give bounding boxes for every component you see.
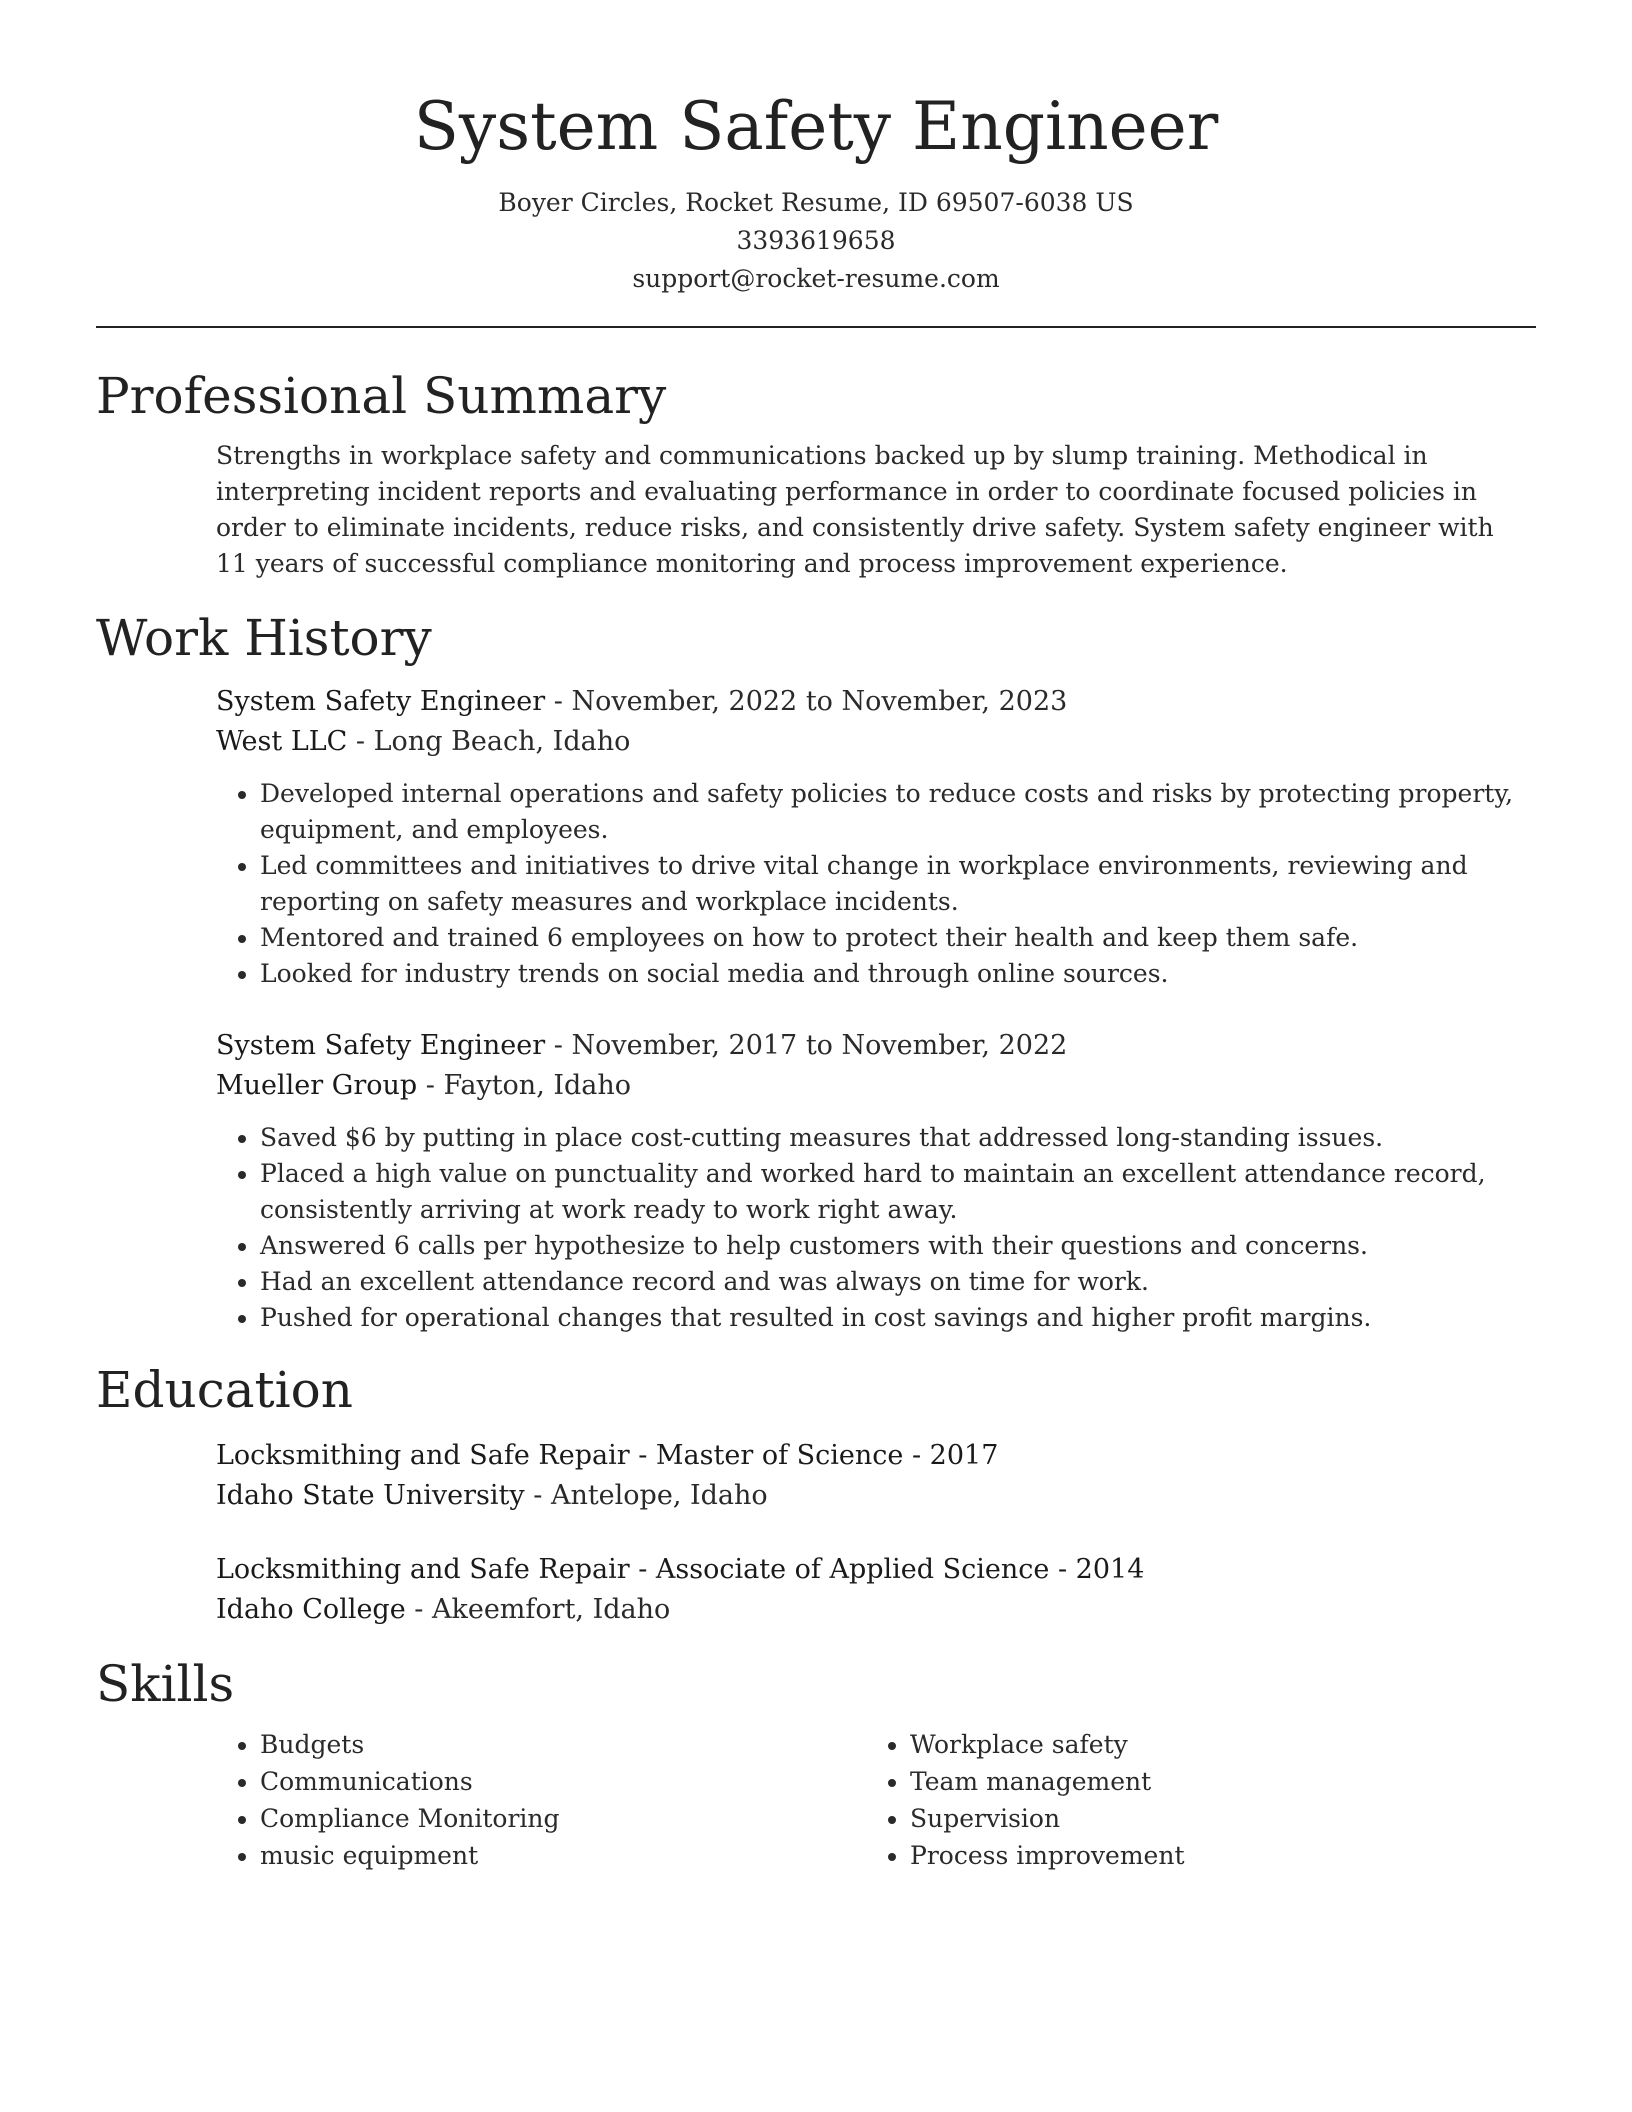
list-item: • Led committees and initiatives to drive vital change in workplace environments, reviewing and reporting on safety measures and workplace incidents.: [260, 848, 1530, 920]
job-title-line: [216, 682, 1536, 722]
degree-line: Locksmithing and Safe Repair - Master of Science - 2017: [216, 1440, 999, 1471]
job-entry: [216, 1026, 1536, 1336]
list-item: • Answered 6 calls per hypothesize to help customers with their questions and concerns.: [260, 1228, 1530, 1264]
skills-column-right: [866, 1726, 1510, 1874]
contact-phone: 3393619658: [736, 226, 896, 255]
skill-item: • Supervision: [910, 1800, 1510, 1837]
skill-item: • Workplace safety: [910, 1726, 1510, 1763]
skill-item: • Process improvement: [910, 1837, 1510, 1874]
school-location: - Akeemfort, Idaho: [405, 1594, 671, 1625]
skill-item: • Team management: [910, 1763, 1510, 1800]
professional-summary-section: [96, 364, 1536, 582]
education-section: [96, 1358, 1536, 1630]
contact-address: Boyer Circles, Rocket Resume, ID 69507-6038 US: [498, 188, 1134, 217]
job-company: Mueller Group: [216, 1070, 418, 1101]
job-location: - Long Beach, Idaho: [347, 726, 631, 757]
job-entry: [216, 682, 1536, 992]
skill-item: • music equipment: [260, 1837, 860, 1874]
school-location: - Antelope, Idaho: [524, 1480, 768, 1511]
list-item: • Had an excellent attendance record and was always on time for work.: [260, 1264, 1530, 1300]
section-title-education: Education: [96, 1361, 353, 1419]
resume-page: [96, 0, 1536, 1874]
school-line: [216, 1590, 1536, 1630]
school-line: [216, 1476, 1536, 1516]
skills-section: [96, 1652, 1536, 1874]
summary-text: Strengths in workplace safety and communications backed up by slump training. Methodical in interpreting incident reports and evaluating performance in order to coordinate focused policies in order to eliminate incidents, reduce risks, and consistently drive safety. System safety engineer with 11 years of successful compliance monitoring and process improvement experience.: [216, 441, 1494, 578]
skill-item: • Communications: [260, 1763, 860, 1800]
job-company-line: [216, 722, 1536, 762]
job-role: System Safety Engineer: [216, 686, 546, 717]
job-role: System Safety Engineer: [216, 1030, 546, 1061]
list-item: • Developed internal operations and safety policies to reduce costs and risks by protecting property, equipment, and employees.: [260, 776, 1530, 848]
list-item: • Saved $6 by putting in place cost-cutting measures that addressed long-standing issues.: [260, 1120, 1530, 1156]
job-company-line: [216, 1066, 1536, 1106]
job-dates: - November, 2022 to November, 2023: [545, 686, 1068, 717]
skill-item: • Budgets: [260, 1726, 860, 1763]
section-title-summary: Professional Summary: [96, 367, 667, 425]
school-name: Idaho State University: [216, 1480, 525, 1511]
section-title-work-history: Work History: [96, 609, 432, 667]
degree-line: Locksmithing and Safe Repair - Associate of Applied Science - 2014: [216, 1554, 1145, 1585]
school-name: Idaho College: [216, 1594, 406, 1625]
skills-column-left: [216, 1726, 860, 1874]
job-title-line: [216, 1026, 1536, 1066]
work-history-section: [96, 606, 1536, 1336]
list-item: • Placed a high value on punctuality and worked hard to maintain an excellent attendance record, consistently arriving at work ready to work right away.: [260, 1156, 1530, 1228]
contact-block: [96, 184, 1536, 298]
candidate-name: System Safety Engineer: [413, 88, 1219, 165]
skill-item: • Compliance Monitoring: [260, 1800, 860, 1837]
resume-header: [96, 0, 1536, 298]
list-item: • Looked for industry trends on social media and through online sources.: [260, 956, 1530, 992]
job-bullets: [216, 776, 1530, 992]
job-bullets: [216, 1120, 1530, 1336]
job-company: West LLC: [216, 726, 348, 757]
list-item: • Mentored and trained 6 employees on how to protect their health and keep them safe.: [260, 920, 1530, 956]
contact-email: support@rocket-resume.com: [632, 264, 1000, 293]
job-dates: - November, 2017 to November, 2022: [545, 1030, 1068, 1061]
education-entry: [216, 1550, 1536, 1630]
section-title-skills: Skills: [96, 1655, 235, 1713]
education-entry: [216, 1436, 1536, 1516]
job-location: - Fayton, Idaho: [417, 1070, 632, 1101]
header-divider: [96, 326, 1536, 328]
list-item: • Pushed for operational changes that resulted in cost savings and higher profit margins.: [260, 1300, 1530, 1336]
skills-grid: [216, 1726, 1536, 1874]
